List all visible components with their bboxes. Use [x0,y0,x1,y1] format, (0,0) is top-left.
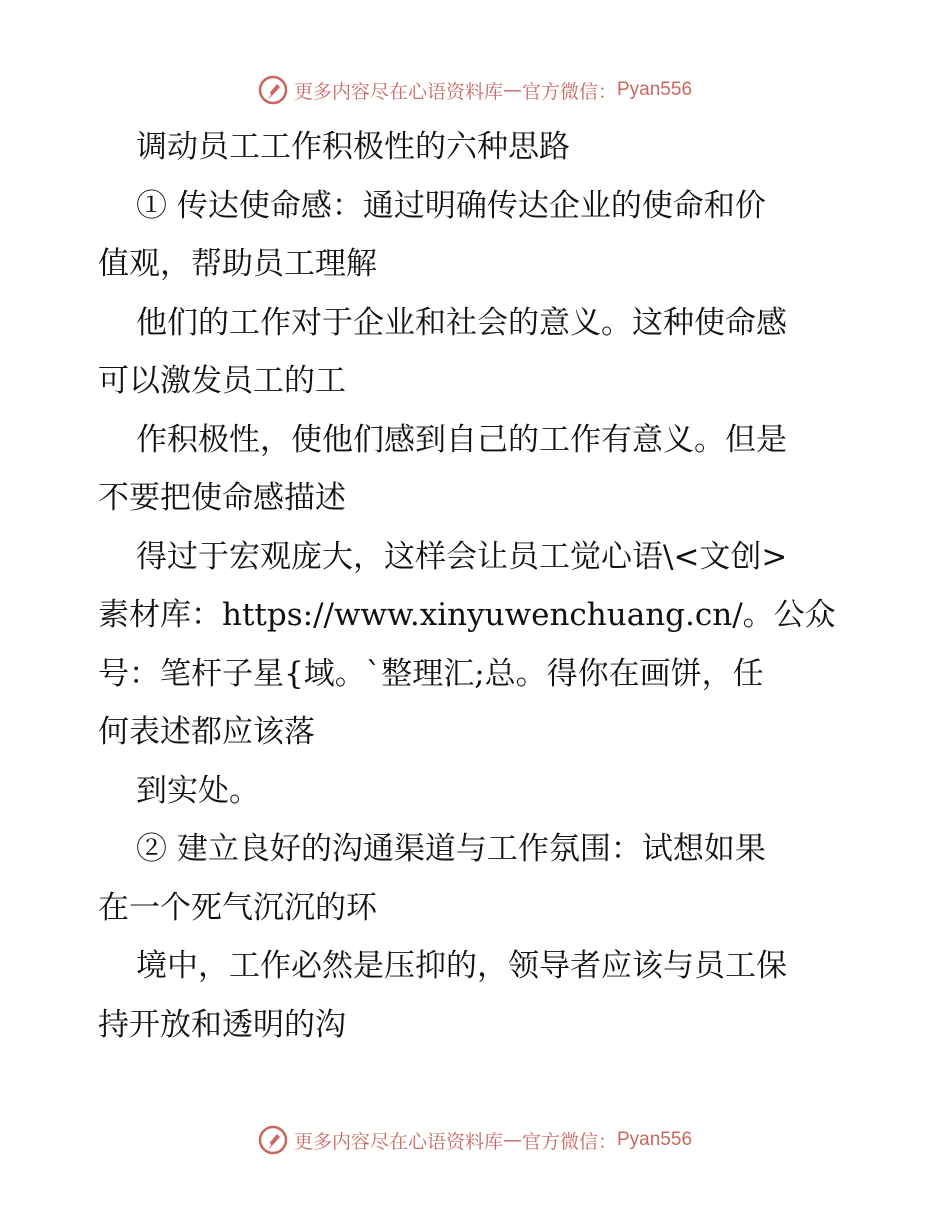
pen-nib-circle-icon [258,75,288,105]
text-line: ② 建立良好的沟通渠道与工作氛围：试想如果 [136,831,766,867]
text-line: 可以激发员工的工 [98,363,346,399]
watermark-main-text: 更多内容尽在心语资料库 [293,1130,503,1153]
text-line: 素材库：https://www.xinyuwenchuang.cn/。公众 [98,597,836,633]
watermark-wechat-id: Pyan556 [617,79,693,100]
text-line: 持开放和透明的沟 [98,1006,346,1043]
text-line: 不要把使命感描述 [98,480,346,516]
text-line: 他们的工作对于企业和社会的意义。这种使命感 [136,304,787,341]
watermark-label: 官方微信： [521,80,617,103]
watermark-label: 官方微信： [521,1130,617,1153]
watermark-dash: — [502,79,522,101]
text-line: 到实处。 [136,772,260,809]
text-line: 何表述都应该落 [98,714,315,750]
document-body [98,118,858,1054]
text-line: 值观，帮助员工理解 [98,246,377,282]
text-line: 境中，工作必然是压抑的，领导者应该与员工保 [136,948,787,984]
footer-watermark [0,1120,950,1160]
watermark-dash: — [502,1129,522,1151]
document-title: 调动员工工作积极性的六种思路 [136,129,570,165]
pen-nib-circle-icon [258,1125,288,1155]
text-line: 号：笔杆子星{域。`整理汇;总。得你在画饼，任 [98,655,764,692]
text-line: 得过于宏观庞大，这样会让员工觉心语\<文创> [136,538,788,575]
header-watermark [0,70,950,110]
text-line: 在一个死气沉沉的环 [98,889,377,926]
text-line: 作积极性，使他们感到自己的工作有意义。但是 [136,421,787,458]
text-line: ① 传达使命感：通过明确传达企业的使命和价 [136,187,766,224]
watermark-wechat-id: Pyan556 [617,1129,693,1150]
watermark-main-text: 更多内容尽在心语资料库 [293,80,503,103]
